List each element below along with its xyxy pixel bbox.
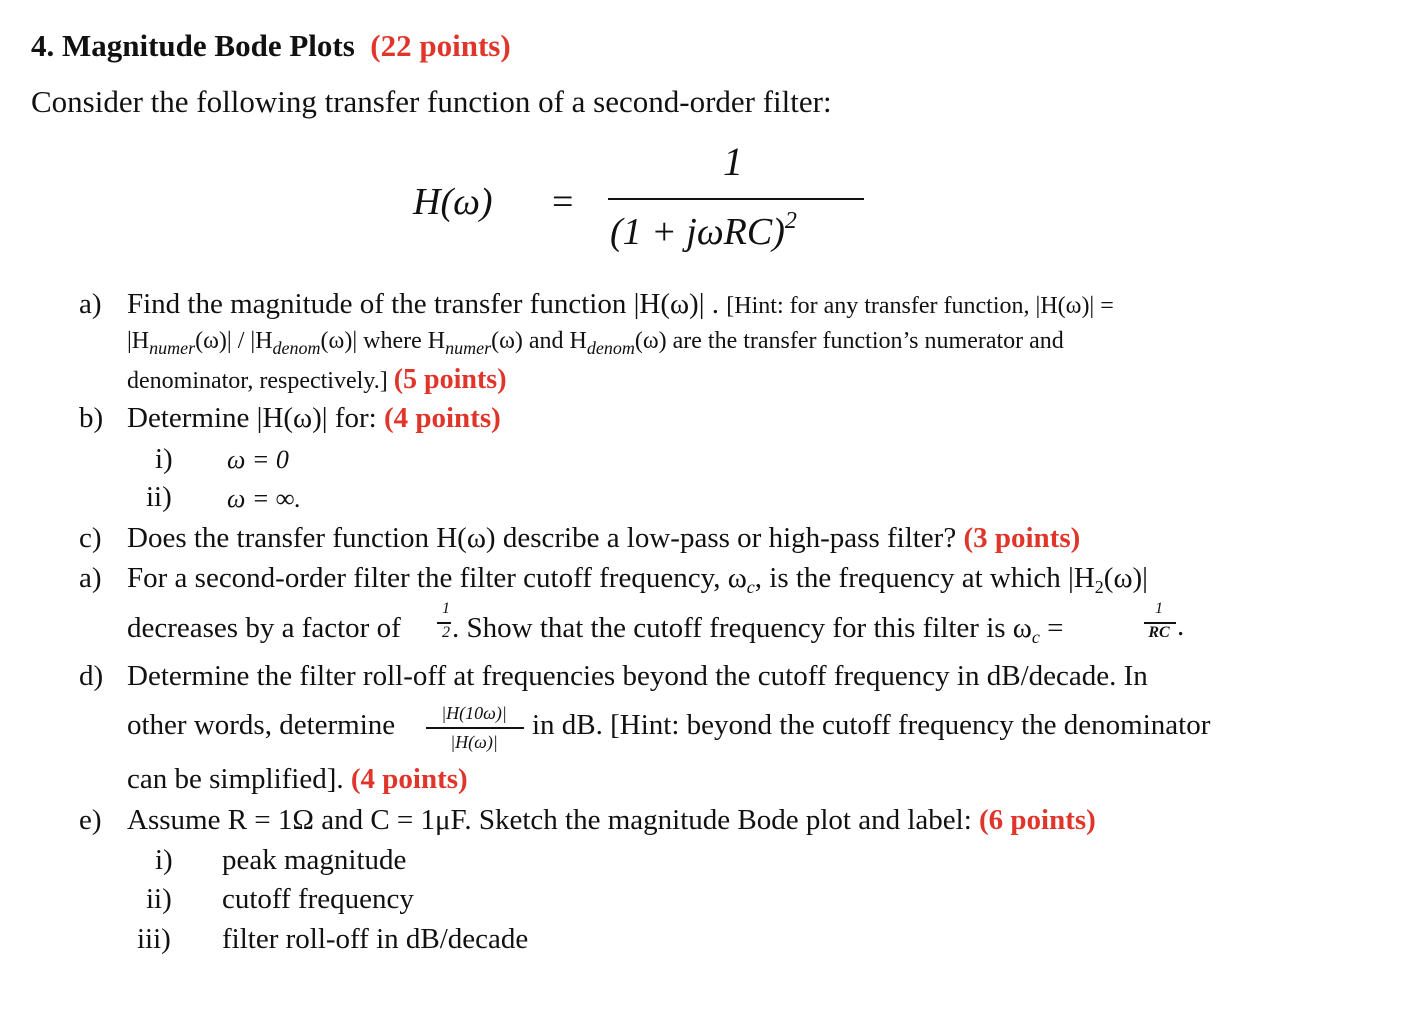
part-a2-seg1: For a second-order filter the filter cutoff frequency, ω	[127, 562, 747, 594]
part-a-hint-line1: [Hint: for any transfer function, |H(ω)| =	[726, 293, 1114, 319]
frac-rc-den: RC	[1148, 624, 1170, 641]
part-a2-seg3: (ω)|	[1103, 562, 1148, 594]
part-e-points: (6 points)	[979, 804, 1096, 836]
part-b-question	[127, 402, 501, 435]
part-e-question	[127, 804, 1096, 837]
hint-seg3: (ω)| where H	[320, 328, 446, 354]
part-e-item-i-text: peak magnitude	[222, 844, 407, 876]
part-d-marker: d)	[79, 660, 104, 692]
hint-seg6: denominator, respectively.]	[127, 368, 388, 394]
frac-half-num: 1	[442, 600, 450, 617]
part-e-item-ii-text: cutoff frequency	[222, 883, 414, 915]
part-a2-sub-c: c	[746, 577, 755, 597]
problem-title	[31, 28, 511, 64]
part-a-hint-line2	[127, 328, 1064, 359]
frac-half-den: 2	[442, 624, 450, 641]
part-a-question	[127, 288, 1114, 321]
part-b-item-ii-text: ω = ∞.	[227, 484, 301, 513]
part-a2-seg2: , is the frequency at which |H	[754, 562, 1095, 594]
part-c-marker: c)	[79, 522, 102, 554]
hint-sub-denom-2: denom	[586, 338, 635, 358]
frac-roll-num: |H(10ω)|	[441, 703, 507, 723]
frac-roll-den: |H(ω)|	[450, 732, 498, 752]
part-a2-sub-c2: c	[1031, 627, 1040, 647]
part-b-item-i-marker: i)	[155, 443, 173, 475]
frac-rc-num: 1	[1155, 600, 1163, 617]
part-d-line2-start: other words, determine	[127, 709, 396, 741]
part-a-points: (5 points)	[393, 364, 507, 395]
part-b-marker: b)	[79, 402, 104, 434]
frac-roll-bar	[426, 727, 524, 729]
part-c-question	[127, 522, 1080, 555]
equation-fraction-bar	[608, 198, 864, 200]
hint-seg5: (ω) are the transfer function’s numerator and	[634, 328, 1064, 354]
part-d-line2-rest: in dB. [Hint: beyond the cutoff frequency the denominator	[532, 709, 1211, 741]
part-e-item-iii-marker: iii)	[137, 923, 171, 955]
hint-sub-numer-1: numer	[149, 338, 196, 358]
part-e-item-ii-marker: ii)	[146, 883, 172, 915]
part-b-points: (4 points)	[383, 402, 501, 434]
part-a2-seg4: . Show that the cutoff frequency for this filter is ω	[452, 612, 1032, 644]
part-a2-line1	[127, 562, 1148, 598]
part-a-hint-line3	[127, 364, 507, 396]
equation-exponent: 2	[784, 208, 797, 234]
part-c-text: Does the transfer function H(ω) describe a low-pass or high-pass filter?	[127, 522, 957, 554]
part-d-points: (4 points)	[350, 763, 468, 795]
part-e-item-iii-text: filter roll-off in dB/decade	[222, 923, 529, 955]
hint-seg4: (ω) and H	[491, 328, 587, 354]
part-a2-sub-2: 2	[1094, 577, 1104, 597]
part-e-item-i-marker: i)	[155, 844, 173, 876]
part-e-text: Assume R = 1Ω and C = 1μF. Sketch the magnitude Bode plot and label:	[127, 804, 972, 836]
equation-denominator	[610, 208, 797, 254]
hint-sub-denom-1: denom	[272, 338, 321, 358]
part-a2-marker: a)	[79, 562, 102, 594]
part-a-text: Find the magnitude of the transfer function |H(ω)| .	[127, 288, 720, 320]
part-c-points: (3 points)	[963, 522, 1081, 554]
equation-lhs: H(ω)	[413, 181, 493, 223]
part-e-marker: e)	[79, 804, 102, 836]
part-d-line1: Determine the filter roll-off at frequencies beyond the cutoff frequency in dB/decade. In	[127, 660, 1148, 692]
part-d-line3-text: can be simplified].	[127, 763, 344, 795]
part-a2-period: .	[1177, 610, 1185, 642]
equation-denominator-base: (1 + jωRC)	[610, 211, 785, 253]
equation-equals: =	[552, 181, 574, 223]
part-b-item-i-text: ω = 0	[227, 445, 289, 474]
equation-numerator: 1	[723, 139, 743, 184]
problem-total-points: (22 points)	[370, 28, 511, 63]
problem-title-text: 4. Magnitude Bode Plots	[31, 28, 355, 63]
part-b-item-ii-marker: ii)	[146, 481, 172, 513]
part-a2-line2-start: decreases by a factor of	[127, 612, 401, 644]
hint-seg1: |H	[127, 328, 150, 354]
hint-seg2: (ω)| / |H	[195, 328, 273, 354]
part-b-text: Determine |H(ω)| for:	[127, 402, 377, 434]
part-d-line3	[127, 763, 468, 796]
part-a2-line2-rest	[452, 612, 1064, 648]
part-a2-seg5: =	[1039, 612, 1064, 644]
part-a-marker: a)	[79, 288, 102, 320]
hint-sub-numer-2: numer	[445, 338, 492, 358]
intro-text: Consider the following transfer function of a second-order filter:	[31, 84, 832, 119]
